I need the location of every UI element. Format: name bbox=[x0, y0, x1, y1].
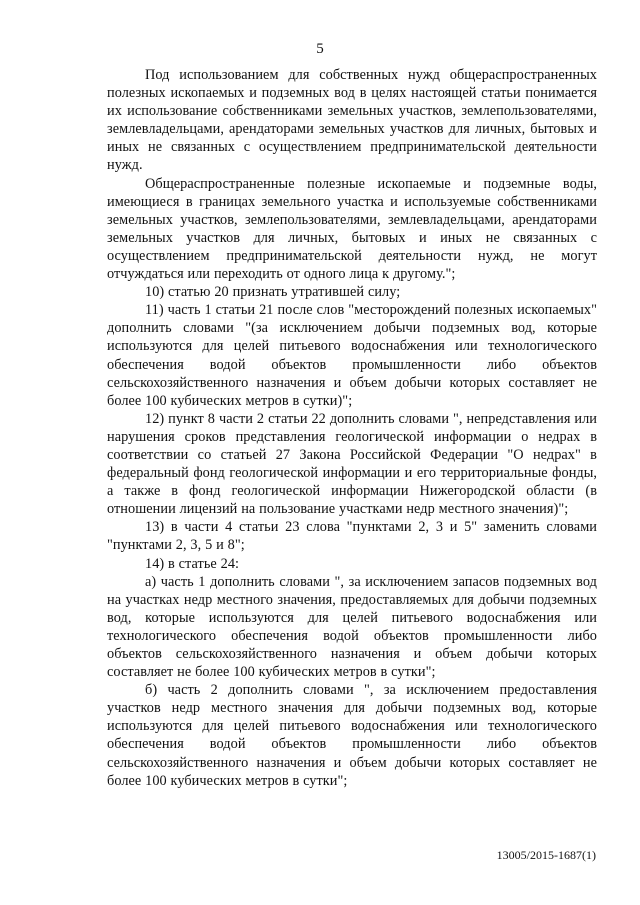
paragraph-item-14: 14) в статье 24: bbox=[145, 555, 240, 572]
page-number: 5 bbox=[316, 41, 324, 57]
paragraph-own-needs-definition: Под использованием для собственных нужд общераспространенных полезных ископаемых и подземных вод в целях настоящей статьи понимается их использование собственниками земельных участков, землепользователями, землевладельцами, арендаторами земельных участков для личных, бытовых и иных не связанных с осуществлением предпринимательской деятельности нужд. bbox=[107, 67, 597, 174]
paragraph-item-11: 11) часть 1 статьи 21 после слов "месторождений полезных ископаемых" дополнить словами "(за исключением добычи подземных вод, которые используются для целей питьевого водоснабжения или технологического обеспечения водой объектов промышленности либо объектов сельскохозяйственного назначения и объем добычи которых составляет не более 100 кубических метров в сутки)"; bbox=[107, 302, 597, 409]
document-number: 13005/2015-1687(1) bbox=[496, 848, 596, 862]
paragraph-item-14a: а) часть 1 дополнить словами ", за исключением запасов подземных вод на участках недр местного значения, предоставляемых для добычи подземных вод, которые используются для целей питьевого водоснабжения или технологического обеспечения водой объектов промышленности либо объектов сельскохозяйственного назначения и объем добычи которых составляет не более 100 кубических метров в сутки"; bbox=[107, 573, 597, 681]
document-body bbox=[107, 66, 597, 790]
paragraph-item-14b: б) часть 2 дополнить словами ", за исключением предоставления участков недр местного значения для добычи подземных вод, которые используются для целей питьевого водоснабжения или технологического обеспечения водой объектов промышленности либо объектов сельскохозяйственного назначения и объем добычи которых составляет не более 100 кубических метров в сутки"; bbox=[107, 682, 597, 789]
paragraph-item-13: 13) в части 4 статьи 23 слова "пунктами 2, 3 и 5" заменить словами "пунктами 2, 3, 5 и 8"; bbox=[107, 519, 597, 554]
paragraph-item-10: 10) статью 20 признать утратившей силу; bbox=[145, 284, 401, 301]
paragraph-item-12: 12) пункт 8 части 2 статьи 22 дополнить словами ", непредставления или нарушения сроков представления геологической информации о недрах в соответствии со статьей 27 Закона Российской Федерации "О недрах" в федеральный фонд геологической информации и его территориальные фонды, а также в фонд геологической информации Нижегородской области (в отношении лицензий на пользование участками недр местного значения)"; bbox=[107, 410, 597, 518]
paragraph-no-alienation: Общераспространенные полезные ископаемые и подземные воды, имеющиеся в границах земельного участка и используемые собственниками земельных участков, землепользователями, землевладельцами, арендаторами земельных участков для личных, бытовых и иных не связанных с осуществлением предпринимательской деятельности нужд, не могут отчуждаться или переходить от одного лица к другому."; bbox=[107, 175, 597, 283]
